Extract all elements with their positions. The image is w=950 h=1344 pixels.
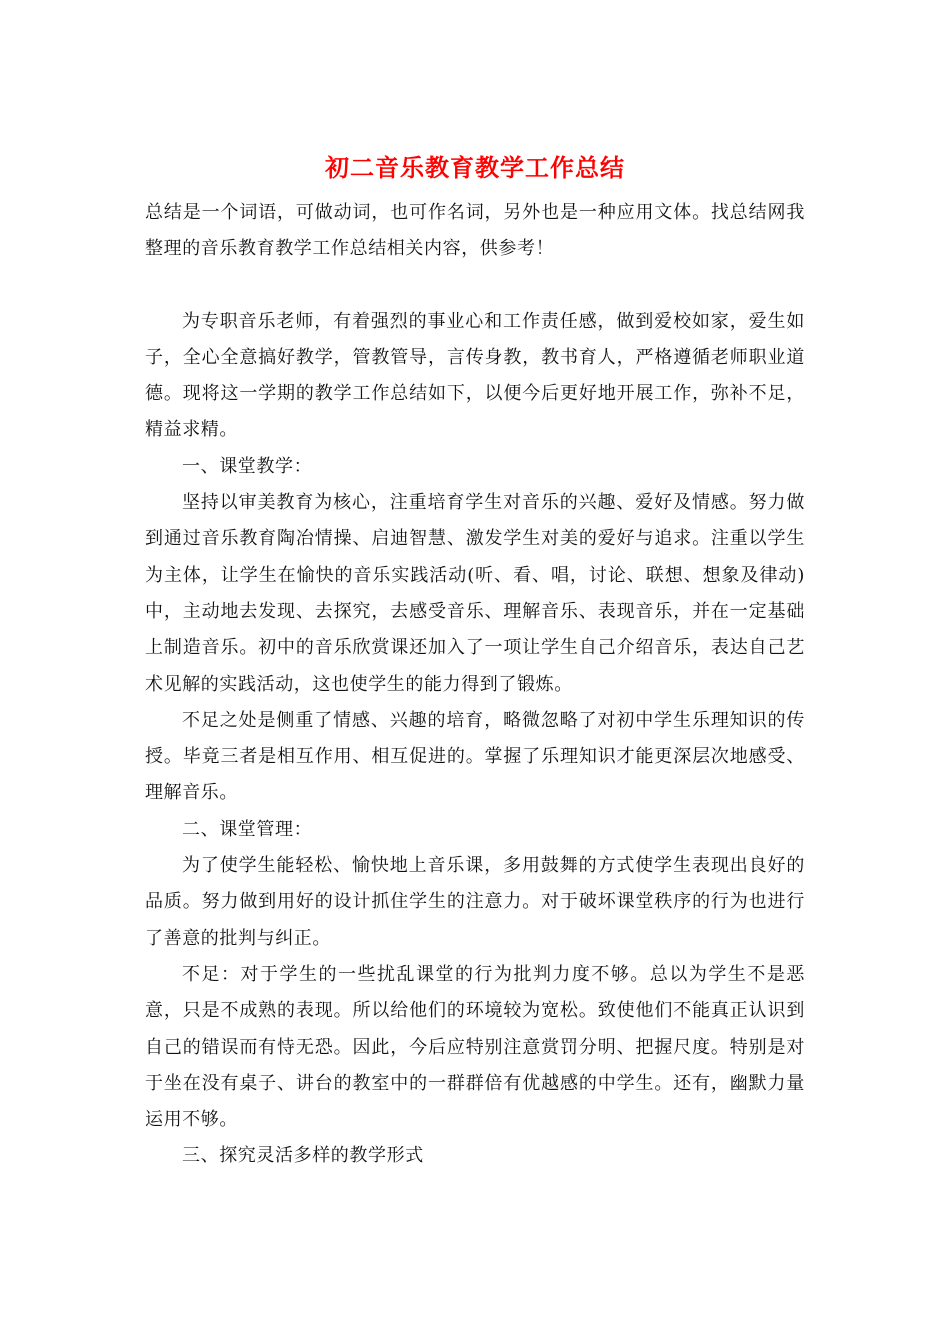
section-heading-classroom-management: 二、课堂管理： [182,818,313,840]
document-title: 初二音乐教育教学工作总结 [325,153,625,182]
section-heading-classroom-teaching: 一、课堂教学： [182,455,313,477]
section-heading-teaching-forms: 三、探究灵活多样的教学形式 [182,1145,424,1167]
document-body [145,195,805,1175]
paragraph-opening: 为专职音乐老师，有着强烈的事业心和工作责任感，做到爱校如家，爱生如子，全心全意搞好教学，管教管导，言传身教，教书育人，严格遵循老师职业道德。现将这一学期的教学工作总结如下，以便今后更好地开展工作，弥补不足，精益求精。 [145,310,805,441]
paragraph-management-approach: 为了使学生能轻松、愉快地上音乐课，多用鼓舞的方式使学生表现出良好的品质。努力做到用好的设计抓住学生的注意力。对于破坏课堂秩序的行为也进行了善意的批判与纠正。 [145,855,805,949]
intro-paragraph: 总结是一个词语，可做动词，也可作名词，另外也是一种应用文体。找总结网我整理的音乐教育教学工作总结相关内容，供参考！ [145,202,805,260]
paragraph-teaching-approach: 坚持以审美教育为核心，注重培育学生对音乐的兴趣、爱好及情感。努力做到通过音乐教育陶冶情操、启迪智慧、激发学生对美的爱好与追求。注重以学生为主体，让学生在愉快的音乐实践活动(听、看、唱，讨论、联想、想象及律动)中，主动地去发现、去探究，去感受音乐、理解音乐、表现音乐，并在一定基础上制造音乐。初中的音乐欣赏课还加入了一项让学生自己介绍音乐，表达自己艺术见解的实践活动，这也使学生的能力得到了锻炼。 [145,492,805,695]
paragraph-teaching-shortcomings: 不足之处是侧重了情感、兴趣的培育，略微忽略了对初中学生乐理知识的传授。毕竟三者是相互作用、相互促进的。掌握了乐理知识才能更深层次地感受、理解音乐。 [145,709,805,804]
paragraph-management-shortcomings: 不足：对于学生的一些扰乱课堂的行为批判力度不够。总以为学生不是恶意，只是不成熟的表现。所以给他们的环境较为宽松。致使他们不能真正认识到自己的错误而有恃无恐。因此，今后应特别注意赏罚分明、把握尺度。特别是对于坐在没有桌子、讲台的教室中的一群群倍有优越感的中学生。还有，幽默力量运用不够。 [145,963,805,1131]
